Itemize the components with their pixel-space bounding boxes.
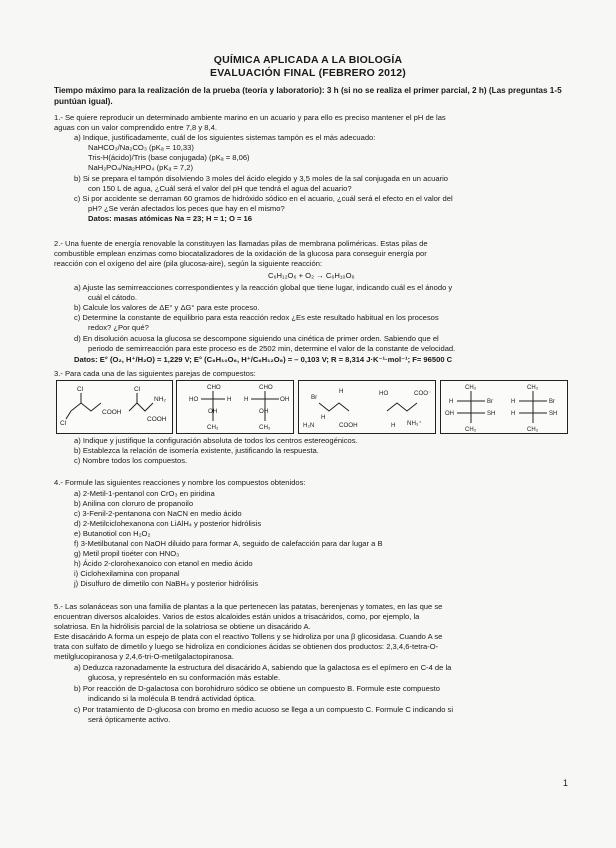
- q1-buffer-1: NaHCO₃/Na₂CO₃ (pKₐ = 10,33): [88, 143, 194, 152]
- molecule-pair-2: [176, 380, 294, 434]
- q1-c-line1: c) Si por accidente se derraman 60 gramos de hidróxido sódico en el acuario, ¿cuál será el efecto en el valor del: [74, 194, 453, 203]
- q1-datos: Datos: masas atómicas Na = 23; H = 1; O = 16: [88, 214, 252, 223]
- m2-oh-2: OH: [280, 396, 290, 403]
- q5-b-line1: b) Por reacción de D-galactosa con borohidruro sódico se obtiene un compuesto B. Formule este compuesto: [74, 684, 440, 693]
- q5-line4: Este disacárido A forma un espejo de plata con el reactivo Tollens y se hidroliza por una β glicosidasa. Cuando A se: [54, 632, 443, 641]
- m4-ch3-2: CH₃: [465, 427, 477, 433]
- molecule-pair-1: [56, 380, 173, 434]
- m1-cl-3: Cl: [134, 386, 141, 393]
- q4-item-i: i) Ciclohexilamina con propanal: [74, 569, 180, 578]
- q3-c: c) Nombre todos los compuestos.: [74, 456, 188, 465]
- m1-cooh-2: COOH: [147, 416, 167, 423]
- exam-subtitle: EVALUACIÓN FINAL (FEBRERO 2012): [210, 67, 406, 79]
- m1-bond-cl-bottom: [66, 411, 71, 419]
- m2-oh-3: OH: [259, 408, 269, 415]
- m2-h-1: H: [227, 396, 232, 403]
- m4-oh-1: OH: [445, 411, 454, 417]
- q5-c-line1: c) Por tratamiento de D-glucosa con bromo en medio acuoso se llega a un compuesto C. Formule C indicando si: [74, 705, 454, 714]
- q5-line2: encuentran diversos alcaloides. Varios de estos alcaloides están unidos a trisacáridos, como, por ejemplo, la: [54, 612, 420, 621]
- q1-a: a) Indique, justificadamente, cuál de los siguientes sistemas tampón es el más adecuado:: [74, 133, 376, 142]
- page-number: 1: [563, 778, 569, 788]
- m4-br-1: Br: [487, 399, 493, 405]
- q5-a-line2: glucosa, y represéntelo en su conformación más estable.: [88, 673, 281, 682]
- q4-item-b: b) Anilina con cloruro de propanoilo: [74, 499, 194, 508]
- m3-br: Br: [311, 394, 318, 401]
- m4-h-2: H: [511, 399, 516, 405]
- m1-chain-left: [71, 403, 101, 411]
- molecule-pair-3: [298, 380, 436, 434]
- m4-h-3: H: [511, 411, 516, 417]
- m3-cooh: COOH: [339, 422, 358, 429]
- m3-coo: COO⁻: [414, 390, 432, 397]
- q2-a-line1: a) Ajuste las semirreacciones correspondientes y la reacción global que tiene lugar, indicando cuál es el ánodo y: [74, 283, 453, 292]
- exam-title: QUÍMICA APLICADA A LA BIOLOGÍA: [213, 54, 403, 66]
- q1-line1: 1.- Se quiere reproducir un determinado ambiente marino en un acuario y para ello es preciso mantener el pH de las: [54, 113, 446, 122]
- m2-ch3-1: CH₃: [207, 424, 219, 431]
- q1-c-line2: pH? ¿Se verán afectados los peces que hay en el mismo?: [88, 204, 285, 213]
- exam-instructions: Tiempo máximo para la realización de la prueba (teoría y laboratorio): 3 h (si no se realiza el primer parcial, 2 h) (Las preguntas 1-5 puntúan igual).: [54, 86, 562, 106]
- m2-cho-1: CHO: [207, 384, 221, 391]
- m3-ho: HO: [379, 390, 389, 397]
- q2-d-line1: d) En disolución acuosa la glucosa se descompone siguiendo una cinética de primer orden. Sabiendo que el: [74, 334, 439, 343]
- m3-h-3: H: [391, 422, 396, 429]
- m1-nh2: NH₂: [154, 396, 166, 403]
- q5-line1: 5.- Las solanáceas son una familia de plantas a la que pertenecen las patatas, berenjenas y tomates, en las que se: [54, 602, 443, 611]
- q5-c-line2: será ópticamente activo.: [88, 715, 171, 724]
- m1-cl-2: Cl: [60, 420, 67, 427]
- q3-a: a) Indique y justifique la configuración absoluta de todos los centros estereogénicos.: [74, 436, 358, 445]
- q2-datos: Datos: E° (O₂, H⁺/H₂O) = 1,229 V; E° (C₆H₁₀O₆, H⁺/C₆H₁₂O₆) = – 0,103 V; R = 8,314 J·K⁻¹·mol⁻¹; F= 96500 C: [74, 355, 453, 364]
- m3-nh3: NH₃⁺: [407, 420, 422, 427]
- m2-ho: HO: [189, 396, 199, 403]
- m2-cho-2: CHO: [259, 384, 273, 391]
- q2-c-line2: redox? ¿Por qué?: [88, 323, 149, 332]
- q1-buffer-3: NaH₂PO₄/Na₂HPO₄ (pKₐ = 7,2): [88, 163, 194, 172]
- q5-line5: trata con sulfato de dimetilo y luego se hidroliza en condiciones ácidas se obtienen dos productos: 2,3,4,6-tetra-O-: [54, 642, 439, 651]
- q5-line3: solatriosa. En la hidrólisis parcial de la solatriosa se obtiene un disacárido A.: [54, 622, 311, 631]
- q5-b-line2: indicando si la molécula B tendrá actividad óptica.: [88, 694, 257, 703]
- q1-buffer-2: Tris-H(ácido)/Tris (base conjugada) (pKₐ = 8,06): [88, 153, 250, 162]
- q1-b-line2: con 150 L de agua, ¿Cuál será el valor del pH que tendrá el agua del acuario?: [88, 184, 352, 193]
- q4-item-h: h) Ácido 2-clorohexanoico con etanol en medio ácido: [74, 559, 253, 568]
- q4-item-g: g) Metil propil tioéter con HNO₃: [74, 549, 180, 558]
- m2-oh-1: OH: [208, 408, 218, 415]
- m4-h-1: H: [449, 399, 454, 405]
- q2-a-line2: cuál el cátodo.: [88, 293, 137, 302]
- q5-line6: metilglucopiranosa y 2,4,6-tri-O-metilgalactopiranosa.: [54, 652, 234, 661]
- q2-reaction: C₆H₁₂O₆ + O₂ → C₆H₁₀O₆: [268, 271, 355, 280]
- molecule-pair-4: [440, 380, 568, 434]
- q2-c-line1: c) Determine la constante de equilibrio para esta reacción redox ¿Es este resultado habitual en los procesos: [74, 313, 439, 322]
- q2-line3: reacción con el oxígeno del aire (pila glucosa-aire), según la siguiente reacción:: [54, 259, 323, 268]
- q4-item-e: e) Butanotiol con H₂O₂: [74, 529, 151, 538]
- q5-a-line1: a) Deduzca razonadamente la estructura del disacárido A, sabiendo que la galactosa es el epímero en C-4 de la: [74, 663, 452, 672]
- m1-cl-1: Cl: [77, 386, 84, 393]
- q4-intro: 4.- Formule las siguientes reacciones y nombre los compuestos obtenidos:: [54, 478, 306, 487]
- m2-h-2: H: [244, 396, 249, 403]
- q2-line1: 2.- Una fuente de energía renovable la constituyen las llamadas pilas de membrana poliméricas. Estas pilas de: [54, 239, 428, 248]
- m4-sh-1: SH: [487, 411, 496, 417]
- m3-h-2: H: [321, 414, 326, 421]
- m3-h-1: H: [339, 388, 344, 395]
- q3-intro: 3.- Para cada una de las siguientes parejas de compuestos:: [54, 369, 256, 378]
- q1-line2: aguas con un valor comprendido entre 7,8 y 8,4.: [54, 123, 217, 132]
- q4-item-c: c) 3-Fenil-2-pentanona con NaCN en medio ácido: [74, 509, 242, 518]
- q4-item-d: d) 2-Metilciclohexanona con LiAlH₄ y posterior hidrólisis: [74, 519, 262, 528]
- q2-b: b) Calcule los valores de ΔE° y ΔG° para este proceso.: [74, 303, 260, 312]
- m3-chain-left: [319, 403, 349, 411]
- m4-br-2: Br: [549, 399, 555, 405]
- m1-cooh: COOH: [102, 409, 122, 416]
- m1-chain-right: [129, 403, 153, 411]
- q4-item-f: f) 3-Metilbutanal con NaOH diluido para formar A, seguido de calefacción para dar lugar a B: [74, 539, 383, 548]
- m3-chain-right: [387, 403, 417, 411]
- q4-item-j: j) Disulfuro de dimetilo con NaBH₄ y posterior hidrólisis: [74, 579, 259, 588]
- q3-b: b) Establezca la relación de isomería existente, justificando la respuesta.: [74, 446, 319, 455]
- q2-d-line2: periodo de semirreacción para este proceso es de 2502 min, determine el valor de la constante de velocidad.: [88, 344, 456, 353]
- m4-ch3-1: CH₃: [465, 385, 477, 391]
- m4-sh-2: SH: [549, 411, 558, 417]
- m4-ch3-4: CH₃: [527, 427, 539, 433]
- m3-h2n: H₂N: [303, 422, 315, 429]
- q2-line2: combustible emplean enzimas como biocatalizadores de la oxidación de la glucosa para conseguir energía por: [54, 249, 427, 258]
- m2-ch3-2: CH₃: [259, 424, 271, 431]
- q4-item-a: a) 2-Metil-1-pentanol con CrO₃ en piridina: [74, 489, 215, 498]
- q1-b-line1: b) Si se prepara el tampón disolviendo 3 moles del ácido elegido y 3,5 moles de la sal conjugada en un acuario: [74, 174, 449, 183]
- m4-ch3-3: CH₃: [527, 385, 539, 391]
